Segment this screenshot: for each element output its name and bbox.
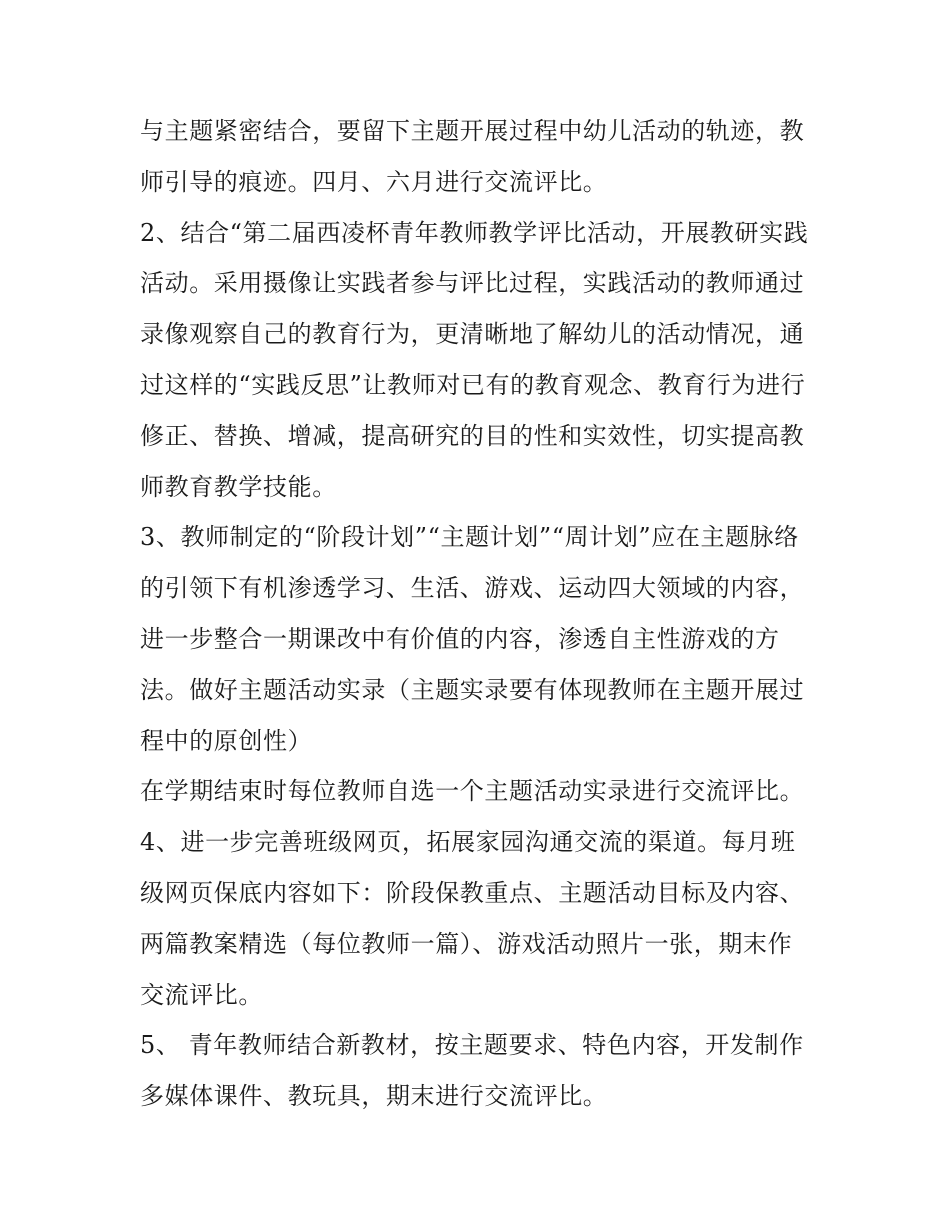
text-line-17: 两篇教案精选（每位教师一篇）、游戏活动照片一张，期末作	[140, 929, 793, 958]
text-line-5: 录像观察自己的教育行为，更清晰地了解幼儿的活动情况，通	[140, 320, 805, 349]
text-line-7: 修正、替换、增减，提高研究的目的性和实效性，切实提高教	[140, 421, 805, 450]
text-line-13: 程中的原创性）	[140, 726, 313, 755]
text-line-2: 师引导的痕迹。四月、六月进行交流评比。	[140, 167, 608, 196]
document-body	[140, 106, 820, 1122]
text-line-9: 3、教师制定的“阶段计划”“主题计划”“周计划”应在主题脉络	[140, 523, 799, 552]
text-line-14: 在学期结束时每位教师自选一个主题活动实录进行交流评比。	[140, 777, 805, 806]
text-line-10: 的引领下有机渗透学习、生活、游戏、运动四大领域的内容，	[140, 574, 805, 603]
text-line-6: 过这样的“实践反思”让教师对已有的教育观念、教育行为进行	[140, 370, 806, 399]
text-line-16: 级网页保底内容如下：阶段保教重点、主题活动目标及内容、	[140, 878, 805, 907]
text-line-11: 进一步整合一期课改中有价值的内容，渗透自主性游戏的方	[140, 624, 780, 653]
text-line-12: 法。做好主题活动实录（主题实录要有体现教师在主题开展过	[140, 675, 805, 704]
text-line-20: 多媒体课件、教玩具，期末进行交流评比。	[140, 1082, 608, 1111]
text-line-1: 与主题紧密结合，要留下主题开展过程中幼儿活动的轨迹，教	[140, 117, 805, 145]
text-line-15: 4、进一步完善班级网页，拓展家园沟通交流的渠道。每月班	[140, 828, 796, 857]
text-line-3: 2、结合“第二届西凌杯青年教师教学评比活动，开展教研实践	[140, 218, 809, 247]
text-line-8: 师教育教学技能。	[140, 472, 337, 501]
text-line-19: 5、 青年教师结合新教材，按主题要求、特色内容，开发制作	[140, 1031, 804, 1060]
text-line-18: 交流评比。	[140, 980, 263, 1009]
text-line-4: 活动。采用摄像让实践者参与评比过程，实践活动的教师通过	[140, 269, 805, 298]
